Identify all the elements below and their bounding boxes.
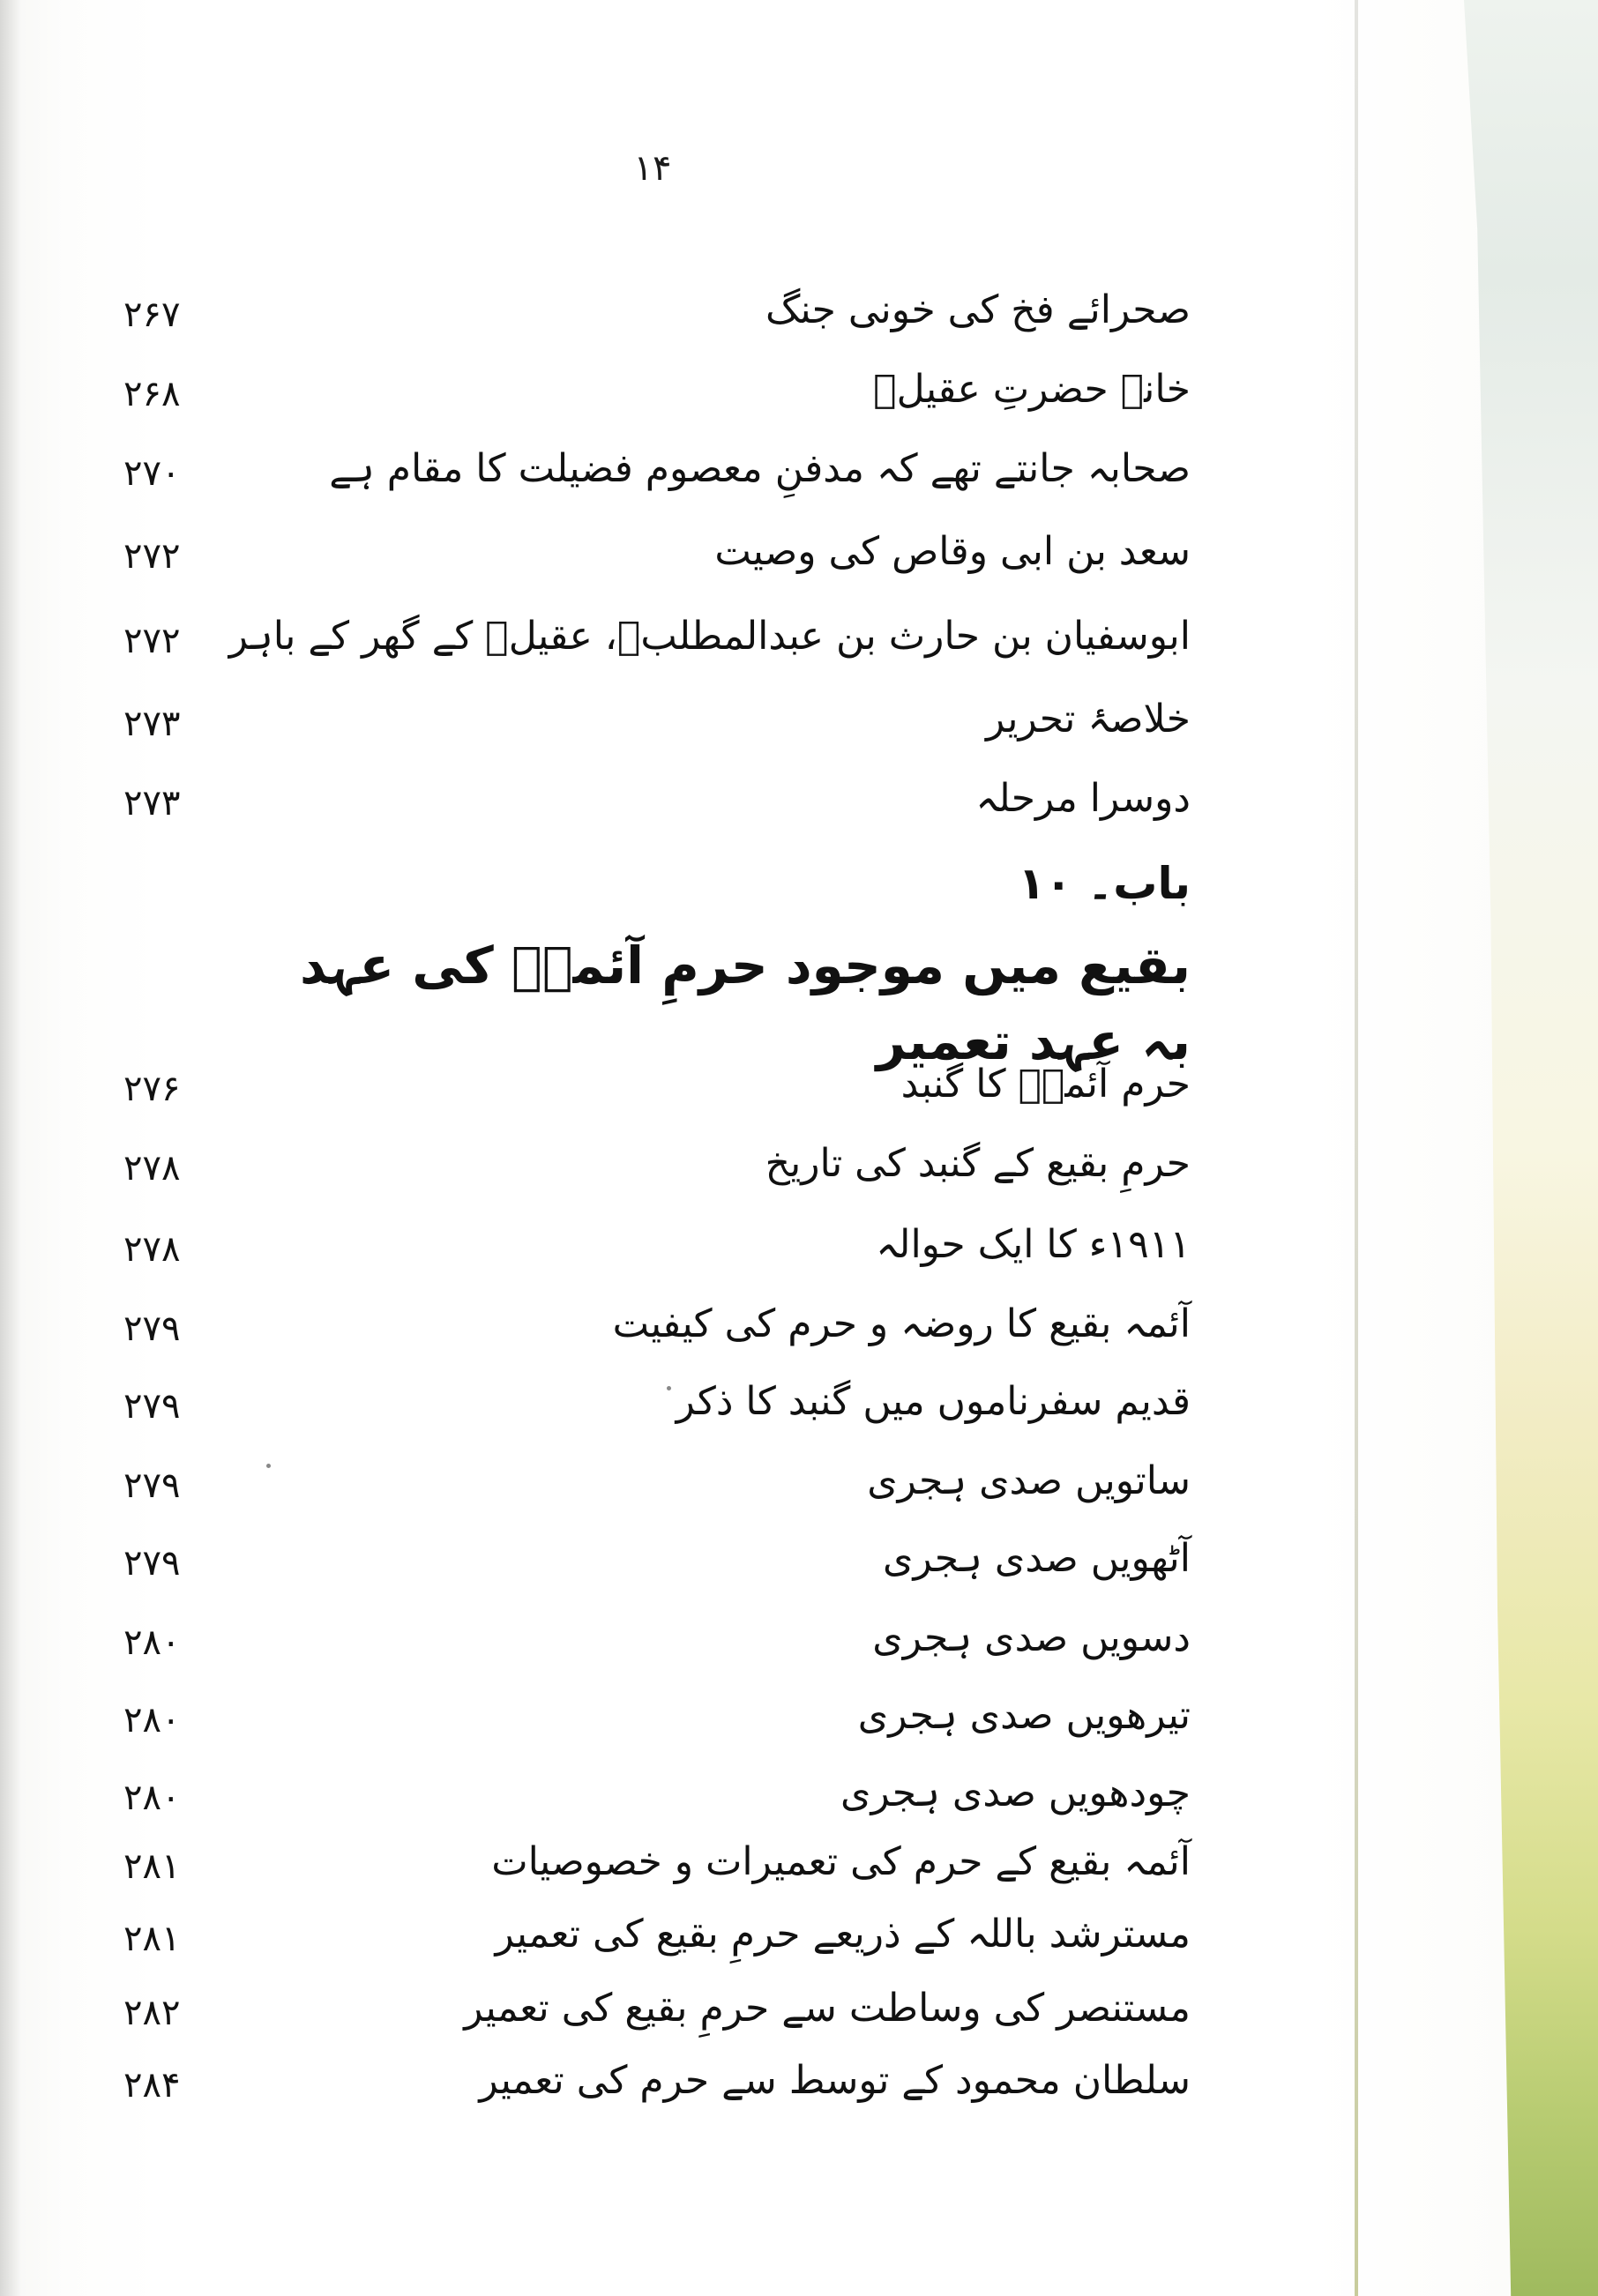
toc-entry-page: ۲۷۰ — [123, 453, 181, 494]
toc-entry-page: ۲۶۸ — [123, 374, 181, 414]
toc-entry — [123, 1603, 1191, 1688]
toc-entry — [123, 1129, 1191, 1213]
toc-entry-page: ۲۷۲ — [123, 621, 181, 661]
toc-entry — [123, 1289, 1191, 1374]
toc-entry-page: ۲۸۰ — [123, 1700, 181, 1741]
toc-entry — [123, 1899, 1191, 1984]
toc-entry-page: ۲۸۱ — [123, 1846, 181, 1887]
toc-entry-title: سعد بن ابی وقاص کی وصیت — [714, 529, 1191, 574]
toc-entry-title: سلطان محمود کے توسط سے حرم کی تعمیر — [479, 2058, 1191, 2103]
toc-entry-title: چودھویں صدی ہجری — [840, 1770, 1191, 1815]
toc-entry — [123, 2046, 1191, 2130]
toc-entry — [123, 764, 1191, 848]
toc-entry-page: ۲۷۳ — [123, 783, 181, 824]
toc-entry-title: حرمِ بقیع کے گنبد کی تاریخ — [765, 1141, 1191, 1186]
toc-entry-page: ۲۷۲ — [123, 536, 181, 577]
chapter-label: باب۔ ۱۰ — [1018, 858, 1191, 909]
page-edge — [1355, 0, 1358, 2296]
toc-entry-page: ۲۷۹ — [123, 1465, 181, 1506]
toc-entry — [123, 275, 1191, 360]
toc-entry-title: آٹھویں صدی ہجری — [883, 1536, 1191, 1581]
toc-entry-title: دوسرا مرحلہ — [975, 776, 1191, 821]
toc-entry-page: ۲۸۱ — [123, 1919, 181, 1959]
toc-entry-title: صحرائے فخ کی خونی جنگ — [765, 287, 1191, 332]
toc-entry-title: ۱۹۱۱ء کا ایک حوالہ — [876, 1222, 1191, 1267]
toc-entry-page: ۲۷۳ — [123, 704, 181, 744]
toc-entry — [123, 1524, 1191, 1608]
toc-entry — [123, 1446, 1191, 1531]
cover-edge-background — [1263, 0, 1598, 2296]
chapter-title: بقیع میں موجود حرمِ آئمہؑ کی عہد بہ عہد تعمیر — [299, 936, 1191, 1071]
toc-entry-page: ۲۶۷ — [123, 294, 181, 335]
toc-entry — [123, 1210, 1191, 1294]
toc-entry-title: قدیم سفرناموں میں گنبد کا ذکر — [676, 1379, 1191, 1424]
toc-entry-title: آئمہ بقیع کے حرم کی تعمیرات و خصوصیات — [491, 1839, 1191, 1884]
toc-entry — [123, 1049, 1191, 1134]
page-number: ۱۴ — [633, 148, 672, 189]
toc-entry — [123, 354, 1191, 439]
toc-entry — [123, 1367, 1191, 1451]
toc-entry-title: خلاصۂ تحریر — [985, 697, 1191, 742]
page-gutter-shadow — [0, 0, 21, 2296]
toc-entry-page: ۲۷۸ — [123, 1148, 181, 1189]
toc-entry-title: آئمہ بقیع کا روضہ و حرم کی کیفیت — [612, 1301, 1191, 1346]
toc-entry-page: ۲۷۶ — [123, 1069, 181, 1109]
toc-entry-page: ۲۸۰ — [123, 1778, 181, 1818]
toc-entry-title: مستنصر کی وساطت سے حرمِ بقیع کی تعمیر — [464, 1986, 1191, 2031]
paper-speck — [266, 1464, 271, 1468]
toc-entry — [123, 1681, 1191, 1765]
toc-entry-page: ۲۷۹ — [123, 1386, 181, 1427]
toc-entry-title: دسویں صدی ہجری — [872, 1615, 1191, 1660]
toc-entry — [123, 684, 1191, 769]
toc-entry-page: ۲۸۰ — [123, 1622, 181, 1663]
toc-entry-title: ساتویں صدی ہجری — [867, 1458, 1191, 1503]
toc-entry-title: ابوسفیان بن حارث بن عبدالمطلبؑ، عقیلؑ کے گھر کے باہر — [228, 614, 1191, 659]
toc-entry-page: ۲۷۹ — [123, 1308, 181, 1349]
toc-entry — [123, 601, 1191, 686]
toc-entry-title: تیرھویں صدی ہجری — [857, 1693, 1191, 1738]
toc-entry-title: حرم آئمہؑ کا گنبد — [900, 1062, 1191, 1107]
toc-entry-title: صحابہ جانتے تھے کہ مدفنِ معصوم فضیلت کا مقام ہے — [329, 446, 1191, 491]
paper-speck — [667, 1386, 671, 1390]
toc-entry — [123, 517, 1191, 601]
toc-entry-page: ۲۷۸ — [123, 1229, 181, 1270]
toc-entry-title: مسترشد باللہ کے ذریعے حرمِ بقیع کی تعمیر — [495, 1912, 1191, 1957]
toc-entry-page: ۲۸۴ — [123, 2065, 181, 2106]
toc-entry-page: ۲۸۲ — [123, 1993, 181, 2033]
toc-entry — [123, 434, 1191, 518]
toc-entry-page: ۲۷۹ — [123, 1543, 181, 1584]
toc-entry-title: خانۂ حضرتِ عقیلؑ — [873, 367, 1191, 412]
